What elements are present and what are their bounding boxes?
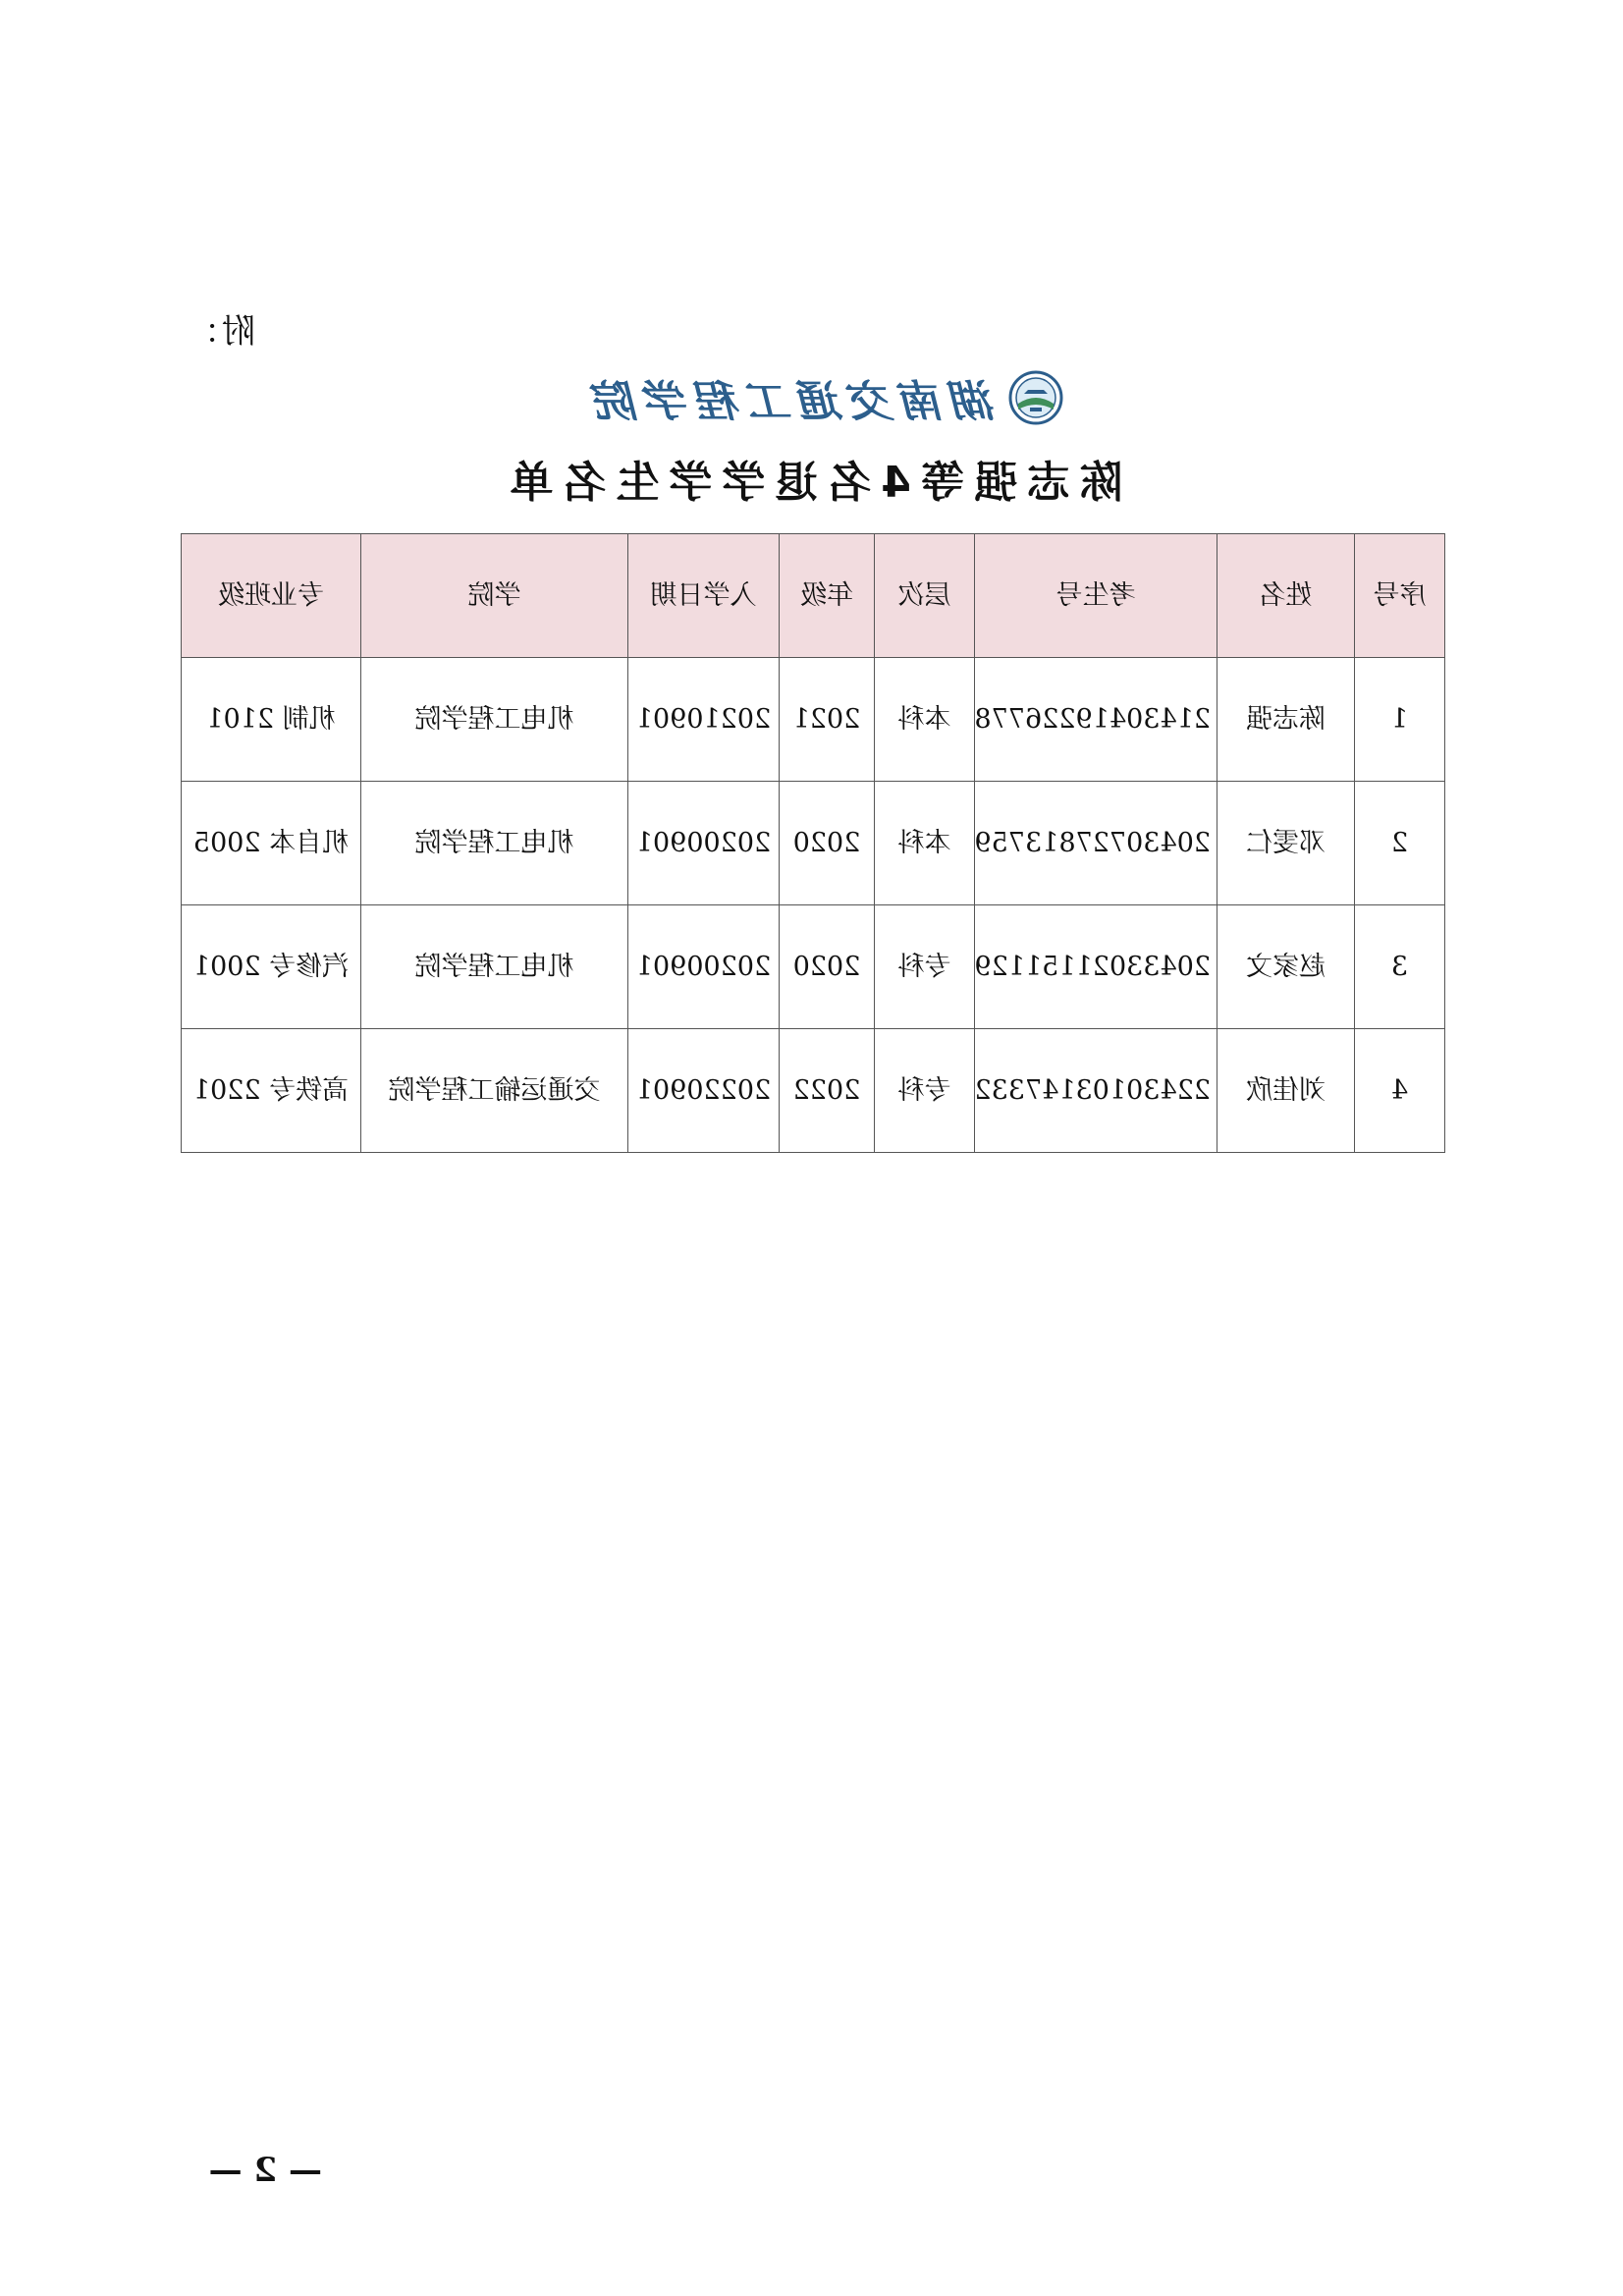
column-header: 专业班级 [182, 534, 361, 658]
cell-grade: 2022 [780, 1029, 875, 1153]
table-row [182, 782, 1445, 905]
cell-index: 4 [1355, 1029, 1445, 1153]
student-list-table [181, 533, 1445, 1153]
cell-enroll-date: 20220901 [628, 1029, 780, 1153]
cell-name: 刘佳欣 [1217, 1029, 1355, 1153]
cell-college: 机电工程学院 [361, 905, 628, 1029]
column-header: 入学日期 [628, 534, 780, 658]
cell-class: 机自本 2005 [182, 782, 361, 905]
cell-name: 陈志强 [1217, 658, 1355, 782]
cell-level: 专科 [875, 1029, 975, 1153]
institution-logo [588, 368, 1063, 427]
cell-name: 赵家文 [1217, 905, 1355, 1029]
cell-college: 交通运输工程学院 [361, 1029, 628, 1153]
page-number: — 2 — [208, 2151, 322, 2190]
cell-level: 专科 [875, 905, 975, 1029]
cell-level: 本科 [875, 782, 975, 905]
table-header-row [182, 534, 1445, 658]
cell-level: 本科 [875, 658, 975, 782]
column-header: 考生号 [975, 534, 1217, 658]
cell-index: 2 [1355, 782, 1445, 905]
cell-exam-id: 22430103147332 [975, 1029, 1217, 1153]
cell-college: 机电工程学院 [361, 658, 628, 782]
column-header: 层次 [875, 534, 975, 658]
cell-exam-id: 20433021151129 [975, 905, 1217, 1029]
column-header: 姓名 [1217, 534, 1355, 658]
cell-enroll-date: 20200901 [628, 782, 780, 905]
cell-college: 机电工程学院 [361, 782, 628, 905]
cell-index: 1 [1355, 658, 1445, 782]
cell-exam-id: 21430419226778 [975, 658, 1217, 782]
institution-name: 湖南交通工程学院 [588, 377, 997, 427]
cell-enroll-date: 20200901 [628, 905, 780, 1029]
cell-index: 3 [1355, 905, 1445, 1029]
cell-class: 机制 2101 [182, 658, 361, 782]
cell-class: 高铁专 2201 [182, 1029, 361, 1153]
cell-enroll-date: 20210901 [628, 658, 780, 782]
cell-exam-id: 20430727813759 [975, 782, 1217, 905]
cell-class: 汽修专 2001 [182, 905, 361, 1029]
column-header: 序号 [1355, 534, 1445, 658]
table-row [182, 1029, 1445, 1153]
school-seal-icon [1008, 370, 1063, 425]
cell-grade: 2021 [780, 658, 875, 782]
table-row [182, 905, 1445, 1029]
document-title: 陈志强等4名退学学生名单 [500, 458, 1123, 508]
cell-grade: 2020 [780, 905, 875, 1029]
column-header: 学院 [361, 534, 628, 658]
cell-name: 邓雯仁 [1217, 782, 1355, 905]
cell-grade: 2020 [780, 782, 875, 905]
attachment-label: 附： [185, 312, 255, 352]
table-row [182, 658, 1445, 782]
column-header: 年级 [780, 534, 875, 658]
